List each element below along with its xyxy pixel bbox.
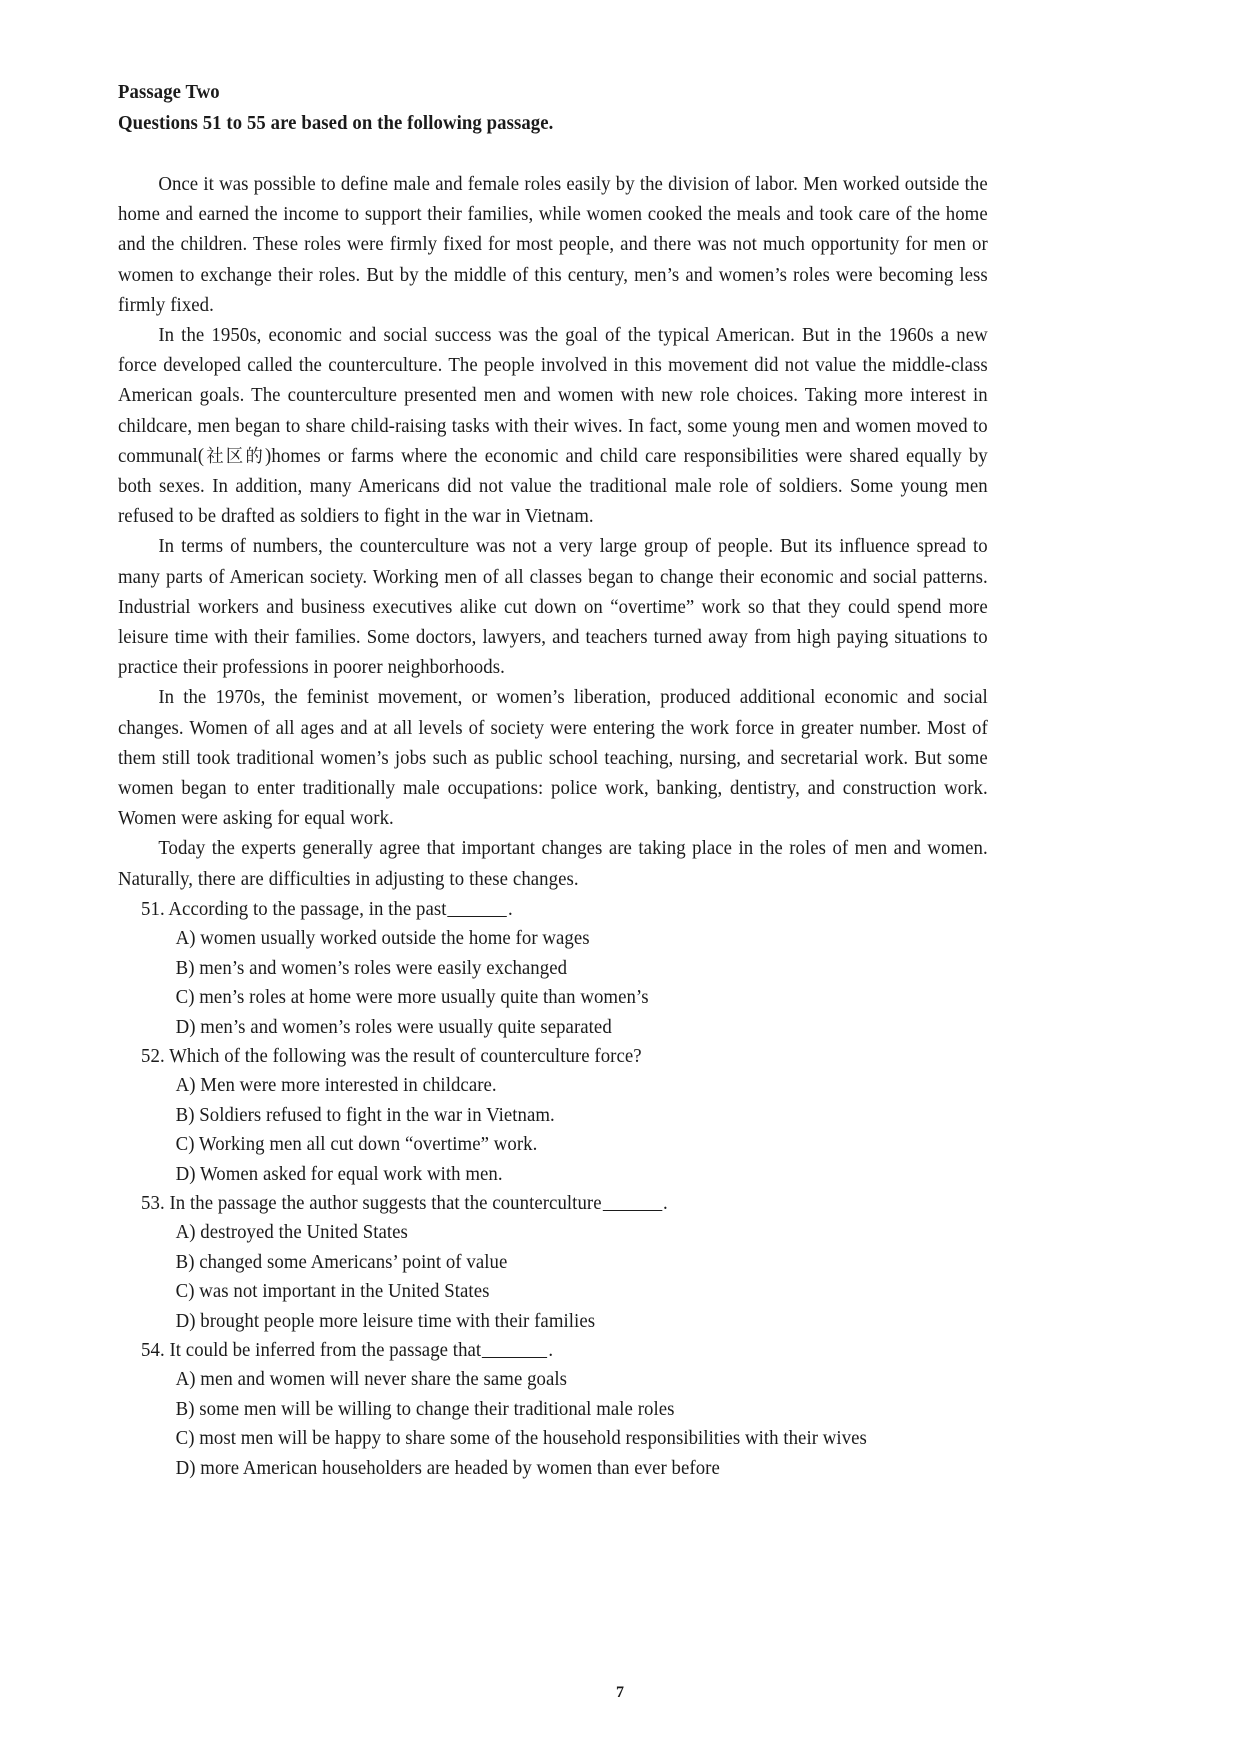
question-number: 52. xyxy=(141,1045,165,1067)
option-c[interactable]: C) Working men all cut down “overtime” work. xyxy=(175,1134,538,1156)
question-stem xyxy=(118,895,988,924)
question-text-tail: . xyxy=(507,898,513,920)
paragraph-4: In the 1970s, the feminist movement, or women’s liberation, produced additional economic and social changes. Women of all ages and at all levels of society were entering the work force in greater number. Most of them still took traditional women’s jobs such as public school teaching, nursing, and secretarial work. But some women began to enter traditionally male occupations: police work, banking, dentistry, and construction work. Women were asking for equal work. xyxy=(118,687,988,830)
option-a[interactable]: A) men and women will never share the same goals xyxy=(175,1369,568,1391)
option-d[interactable]: D) more American householders are headed by women than ever before xyxy=(175,1457,720,1479)
paragraph-3: In terms of numbers, the counterculture was not a very large group of people. But its influence spread to many parts of American society. Working men of all classes began to change their economic and social patterns. Industrial workers and business executives alike cut down on “overtime” work so that they could spend more leisure time with their families. Some doctors, lawyers, and teachers turned away from high paying situations to practice their professions in poorer neighborhoods. xyxy=(118,536,988,679)
paragraph-1: Once it was possible to define male and female roles easily by the division of labor. Men worked outside the home and earned the income to support their families, while women cooked the meals and took care of the home and the children. These roles were firmly fixed for most people, and there was not much opportunity for men or women to exchange their roles. But by the middle of this century, men’s and women’s roles were becoming less firmly fixed. xyxy=(118,174,988,316)
question-number: 53. xyxy=(141,1192,165,1214)
page-number: 7 xyxy=(616,1684,624,1701)
option-c[interactable]: C) men’s roles at home were more usually quite than women’s xyxy=(175,987,649,1009)
question-stem xyxy=(118,1189,988,1218)
question-item xyxy=(118,1189,988,1336)
option-b[interactable]: B) Soldiers refused to fight in the war in Vietnam. xyxy=(175,1104,555,1126)
answer-blank[interactable] xyxy=(448,916,508,917)
question-text-tail: . xyxy=(663,1192,668,1214)
question-list xyxy=(118,895,988,1483)
option-d[interactable]: D) men’s and women’s roles were usually quite separated xyxy=(175,1016,612,1038)
answer-blank[interactable] xyxy=(482,1357,547,1358)
paragraph-2: In the 1950s, economic and social success was the goal of the typical American. But in the 1960s a new force developed called the counterculture. The people involved in this movement did not value the middle-class American goals. The counterculture presented men and women with new role choices. Taking more interest in childcare, men began to share child-raising tasks with their wives. In fact, some young men and women moved to communal(社区的)homes or farms where the economic and child care responsibilities were shared equally by both sexes. In addition, many Americans did not value the traditional male role of soldiers. Some young men refused to be drafted as soldiers to fight in the war in Vietnam. xyxy=(118,325,988,528)
question-stem xyxy=(118,1042,988,1071)
question-number: 51. xyxy=(141,898,165,920)
question-item xyxy=(118,895,988,1042)
option-c[interactable]: C) was not important in the United States xyxy=(175,1281,490,1303)
question-item xyxy=(118,1336,988,1483)
option-a[interactable]: A) destroyed the United States xyxy=(175,1222,408,1244)
paragraph-5: Today the experts generally agree that important changes are taking place in the roles of men and women. Naturally, there are difficulties in adjusting to these changes. xyxy=(118,838,988,890)
question-item xyxy=(118,1042,988,1189)
question-stem xyxy=(118,1336,988,1365)
question-text-tail: . xyxy=(548,1339,554,1361)
cjk-gloss: 社区的 xyxy=(204,445,266,467)
question-text: It could be inferred from the passage that xyxy=(169,1339,482,1361)
passage-instruction: Questions 51 to 55 are based on the following passage. xyxy=(118,113,554,134)
option-a[interactable]: A) Men were more interested in childcare. xyxy=(175,1075,497,1097)
question-text: In the passage the author suggests that the counterculture xyxy=(169,1192,602,1214)
passage-body xyxy=(118,170,988,895)
option-a[interactable]: A) women usually worked outside the home for wages xyxy=(175,928,590,950)
question-number: 54. xyxy=(141,1339,165,1361)
option-c[interactable]: C) most men will be happy to share some of the household responsibilities with their wives xyxy=(175,1428,867,1450)
question-text: According to the passage, in the past xyxy=(168,898,447,920)
option-d[interactable]: D) brought people more leisure time with their families xyxy=(175,1310,596,1332)
option-b[interactable]: B) men’s and women’s roles were easily exchanged xyxy=(175,957,568,979)
answer-blank[interactable] xyxy=(603,1210,663,1211)
passage-title: Passage Two xyxy=(118,82,220,103)
option-b[interactable]: B) changed some Americans’ point of value xyxy=(175,1251,508,1273)
option-d[interactable]: D) Women asked for equal work with men. xyxy=(175,1163,503,1185)
question-text: Which of the following was the result of counterculture force? xyxy=(169,1045,642,1067)
page-content xyxy=(118,78,988,1483)
option-b[interactable]: B) some men will be willing to change their traditional male roles xyxy=(175,1398,675,1420)
